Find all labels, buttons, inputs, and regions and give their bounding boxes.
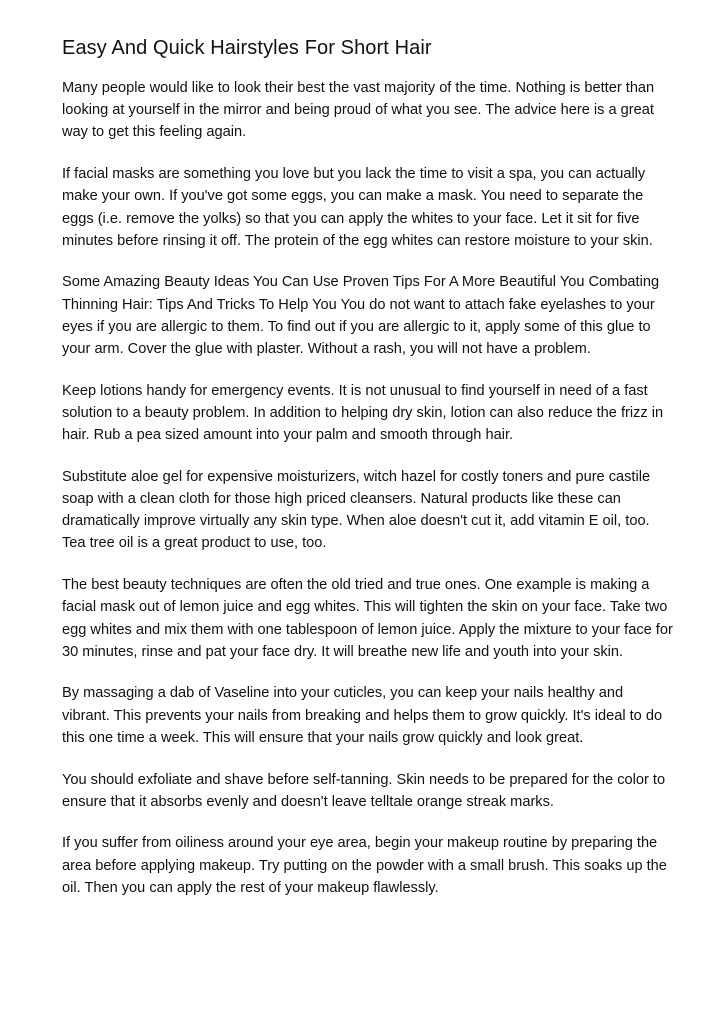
paragraph-lemon-mask: The best beauty techniques are often the old tried and true ones. One example is making a facial mask out of lemon juice and egg whites. This will tighten the skin on your face. Take two egg whites and mix them with one tablespoon of lemon juice. Apply the mixture to your face for 30 minutes, rinse and pat your face dry. It will breathe new life and youth into your skin. <box>62 577 673 660</box>
paragraph-eye-oiliness: If you suffer from oiliness around your eye area, begin your makeup routine by preparing the area before applying makeup. Try putting on the powder with a small brush. This soaks up the oil. Then you can apply the rest of your makeup flawlessly. <box>62 835 667 896</box>
document-title: Easy And Quick Hairstyles For Short Hair <box>62 37 432 59</box>
paragraph-vaseline-cuticles: By massaging a dab of Vaseline into your cuticles, you can keep your nails healthy and vibrant. This prevents your nails from breaking and helps them to grow quickly. It's ideal to do this one time a week. This will ensure that your nails grow quickly and look great. <box>62 685 663 746</box>
paragraph-fake-eyelashes: Some Amazing Beauty Ideas You Can Use Proven Tips For A More Beautiful You Combating Thinning Hair: Tips And Tricks To Help You You do not want to attach fake eyelashes to your eyes if you are allergic to them. To find out if you are allergic to it, apply some of this glue to your arm. Cover the glue with plaster. Without a rash, you will not have a problem. <box>62 274 660 358</box>
paragraph-intro: Many people would like to look their best the vast majority of the time. Nothing is better than looking at yourself in the mirror and being proud of what you see. The advice here is a great way to get this feeling again. <box>62 80 655 141</box>
document-page <box>62 36 674 919</box>
paragraph-facial-masks: If facial masks are something you love but you lack the time to visit a spa, you can actually make your own. If you've got some eggs, you can make a mask. You need to separate the eggs (i.e. remove the yolks) so that you can apply the whites to your face. Let it sit for five minutes before rinsing it off. The protein of the egg whites can restore moisture to your skin. <box>62 166 653 249</box>
paragraph-self-tanning: You should exfoliate and shave before self-tanning. Skin needs to be prepared for the color to ensure that it absorbs evenly and doesn't leave telltale orange streak marks. <box>62 771 666 810</box>
paragraph-aloe-gel: Substitute aloe gel for expensive moisturizers, witch hazel for costly toners and pure castile soap with a clean cloth for those high priced cleansers. Natural products like these can dramatically improve virtually any skin type. When aloe doesn't cut it, add vitamin E oil, too. Tea tree oil is a great product to use, too. <box>62 468 651 552</box>
paragraph-lotions: Keep lotions handy for emergency events. It is not unusual to find yourself in need of a fast solution to a beauty problem. In addition to helping dry skin, lotion can also reduce the frizz in hair. Rub a pea sized amount into your palm and smooth through hair. <box>62 382 664 444</box>
